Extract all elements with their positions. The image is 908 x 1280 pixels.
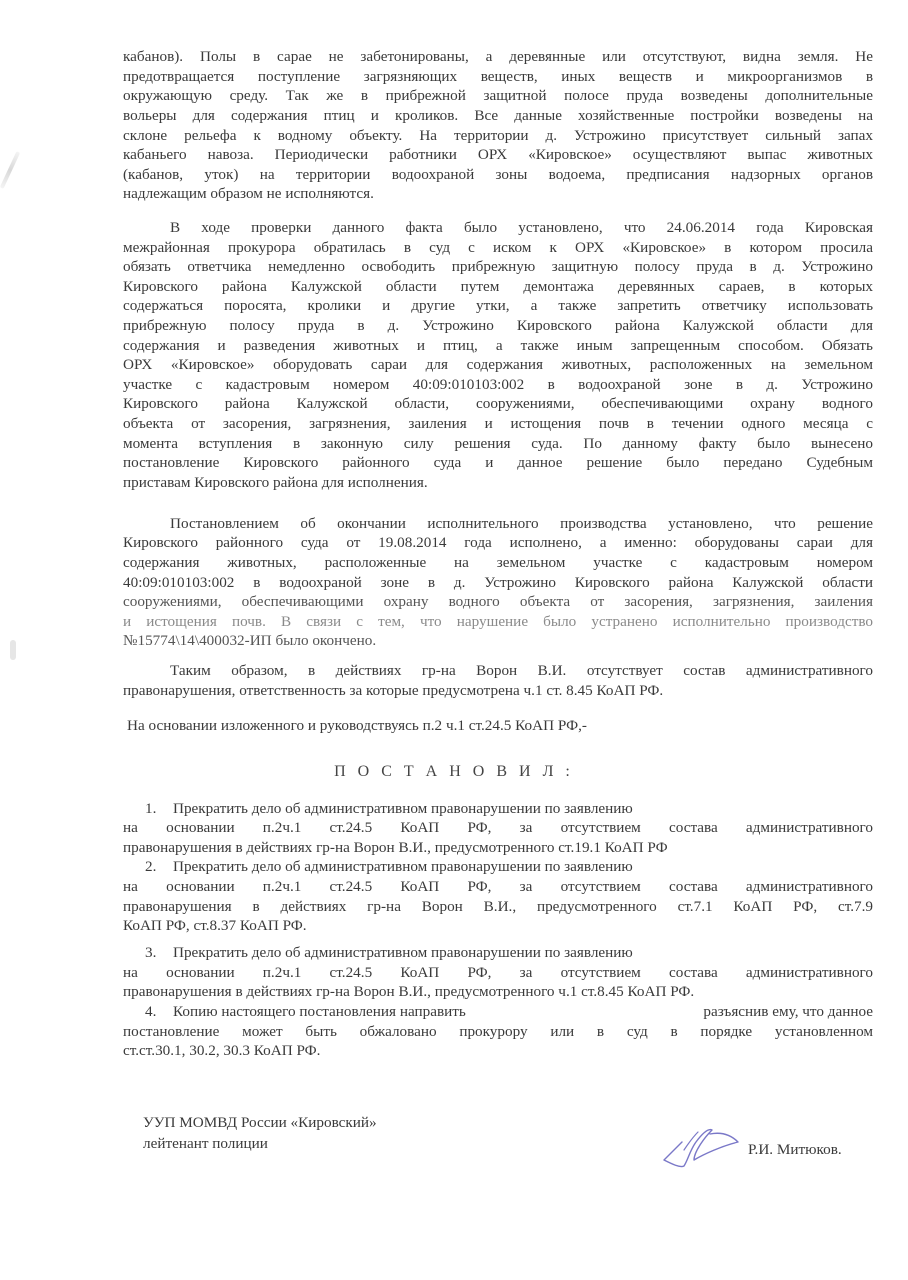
text-line: правонарушения в действиях гр-на Ворон В.И., предусмотренного ч.1 ст.8.45 КоАП РФ. xyxy=(123,983,695,1000)
item-number: 4. xyxy=(145,1003,157,1020)
text-line: постановление Кировского районного суда и данное решение было передано Судебным xyxy=(123,454,873,471)
item-number: 2. xyxy=(145,858,157,875)
officer-name: Р.И. Митюков. xyxy=(748,1141,842,1158)
text-line: КоАП РФ, ст.8.37 КоАП РФ. xyxy=(123,917,307,934)
item-text: Копию настоящего постановления направить xyxy=(173,1003,466,1020)
text-line: содержания животных, расположенные на земельном участке с кадастровым номером xyxy=(123,554,873,571)
text-line: межрайонная прокурора обратилась в суд с иском к ОРХ «Кировское» в котором просила xyxy=(123,239,873,256)
text-line: Постановлением об окончании исполнительного производства установлено, что решение xyxy=(170,515,873,532)
officer-organization: УУП МОМВД России «Кировский» xyxy=(143,1114,377,1131)
text-line: и истощения почв. В связи с тем, что нарушение было устранено исполнительно производство xyxy=(123,613,873,630)
text-line: на основании п.2ч.1 ст.24.5 КоАП РФ, за отсутствием состава административного xyxy=(123,964,873,981)
text-line: надлежащим образом не исполняются. xyxy=(123,185,374,202)
resolution-heading: П О С Т А Н О В И Л : xyxy=(334,763,574,780)
resolution-item-3 xyxy=(145,943,873,962)
handwritten-signature xyxy=(660,1120,740,1170)
text-line: сооружениями, обеспечивающими охрану водного объекта от засорения, загрязнения, заиления xyxy=(123,593,873,610)
text-line: содержания и разведения животных и птиц, а также иным запрещенным способом. Обязать xyxy=(123,337,873,354)
text-line: на основании п.2ч.1 ст.24.5 КоАП РФ, за отсутствием состава административного xyxy=(123,819,873,836)
text-line: обязать ответчика немедленно освободить прибрежную защитную полосу пруда в д. Устрожино xyxy=(123,258,873,275)
text-line: Кировского района Калужской области, сооружениями, обеспечивающими охрану водного xyxy=(123,395,873,412)
text-line: правонарушения в действиях гр-на Ворон В.И., предусмотренного ст.19.1 КоАП РФ xyxy=(123,839,668,856)
resolution-item-2 xyxy=(145,857,873,876)
text-line: Кировского районного суда от 19.08.2014 года исполнено, а именно: оборудованы сараи для xyxy=(123,534,873,551)
item-text: Прекратить дело об административном правонарушении по заявлению xyxy=(173,858,633,875)
item-text: Прекратить дело об административном правонарушении по заявлению xyxy=(173,944,633,961)
officer-rank: лейтенант полиции xyxy=(143,1135,268,1152)
text-line: кабаньего навоза. Периодически работники ОРХ «Кировское» осуществляют выпас животных xyxy=(123,146,873,163)
scan-artifact xyxy=(10,640,16,660)
item-number: 1. xyxy=(145,800,157,817)
signature-stroke xyxy=(664,1130,738,1167)
text-line: (кабанов, уток) на территории водоохраной зоны водоема, предписания надзорных органов xyxy=(123,166,873,183)
text-line: Таким образом, в действиях гр-на Ворон В.И. отсутствует состав административного xyxy=(170,662,873,679)
text-line: Кировского района Калужской области путем демонтажа деревянных сараев, в которых xyxy=(123,278,873,295)
text-line: на основании п.2ч.1 ст.24.5 КоАП РФ, за отсутствием состава административного xyxy=(123,878,873,895)
text-line: В ходе проверки данного факта было установлено, что 24.06.2014 года Кировская xyxy=(170,219,873,236)
text-line: правонарушения, ответственность за которые предусмотрена ч.1 ст. 8.45 КоАП РФ. xyxy=(123,682,664,699)
text-line: прибрежную полосу пруда в д. Устрожино Кировского района Калужской области для xyxy=(123,317,873,334)
resolution-item-1 xyxy=(145,799,873,818)
text-line: участке с кадастровым номером 40:09:010103:002 в водоохраной зоне в д. Устрожино xyxy=(123,376,873,393)
text-line: момента вступления в законную силу решения суда. По данному факту было вынесено xyxy=(123,435,873,452)
text-line: разъяснив ему, что данное xyxy=(703,1003,873,1020)
text-line: объекта от засорения, загрязнения, заиления и истощения почв в течении одного месяца с xyxy=(123,415,873,432)
text-line: вольеры для содержания птиц и кроликов. Все данные хозяйственные постройки возведены на xyxy=(123,107,873,124)
item-number: 3. xyxy=(145,944,157,961)
text-line: кабанов). Полы в сарае не забетонированы, а деревянные или отсутствуют, видна земля. Не xyxy=(123,48,873,65)
text-line: склоне рельефа к водному объекту. На территории д. Устрожино присутствует сильный запах xyxy=(123,127,873,144)
text-line: правонарушения в действиях гр-на Ворон В.И., предусмотренного ст.7.1 КоАП РФ, ст.7.9 xyxy=(123,898,873,915)
text-line: содержаться поросята, кролики и другие утки, а также запретить ответчику использовать xyxy=(123,297,873,314)
item-text: Прекратить дело об административном правонарушении по заявлению xyxy=(173,800,633,817)
text-line: ОРХ «Кировское» оборудовать сараи для содержания животных, расположенных на земельном xyxy=(123,356,873,373)
text-line: №15774\14\400032-ИП было окончено. xyxy=(123,632,377,649)
scan-artifact xyxy=(0,151,20,189)
text-line: постановление может быть обжаловано прокурору или в суд в порядке установленном xyxy=(123,1023,873,1040)
text-line: 40:09:010103:002 в водоохраной зоне в д. Устрожино Кировского района Калужской области xyxy=(123,574,873,591)
text-line: ст.ст.30.1, 30.2, 30.3 КоАП РФ. xyxy=(123,1042,321,1059)
text-line: окружающую среду. Так же в прибрежной защитной полосе пруда возведены дополнительные xyxy=(123,87,873,104)
text-line: предотвращается поступление загрязняющих веществ, иных веществ и микроорганизмов в xyxy=(123,68,873,85)
text-line: приставам Кировского района для исполнения. xyxy=(123,474,428,491)
text-line: На основании изложенного и руководствуясь п.2 ч.1 ст.24.5 КоАП РФ,- xyxy=(127,717,587,734)
